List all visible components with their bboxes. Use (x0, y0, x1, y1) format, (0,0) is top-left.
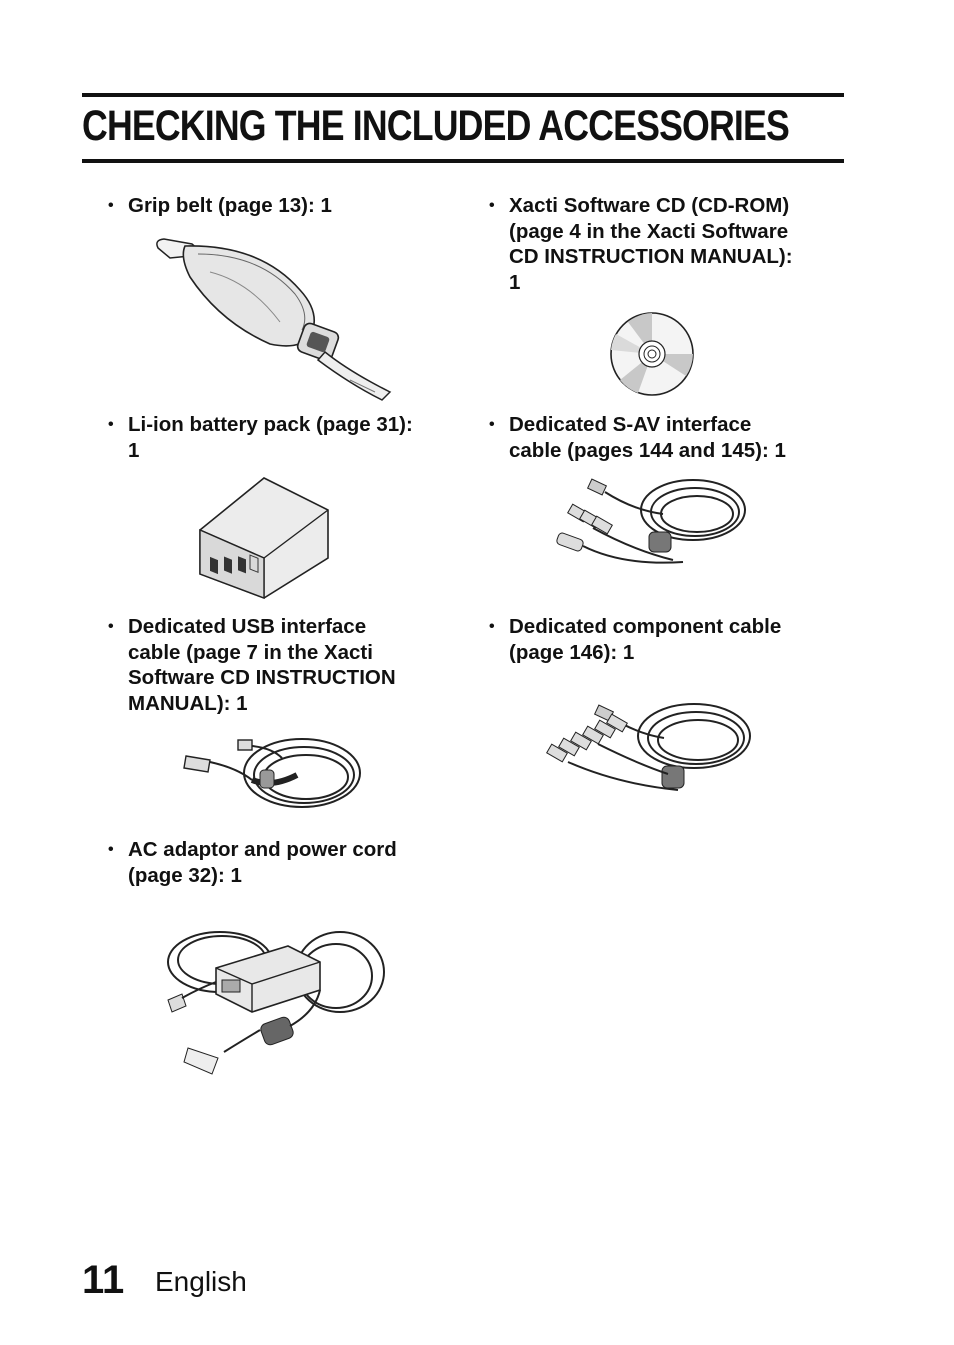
bullet: • (108, 197, 114, 214)
bullet: • (489, 416, 495, 433)
battery-pack-icon (188, 474, 336, 602)
accessory-grip-belt (108, 193, 458, 219)
accessory-s-av-cable (489, 412, 849, 463)
accessory-battery-pack (108, 412, 458, 463)
accessory-usb-cable (108, 614, 458, 716)
accessory-cd-rom (489, 193, 849, 295)
accessory-label: Xacti Software CD (CD-ROM) (page 4 in the Xacti Software CD INSTRUCTION MANUAL): 1 (509, 194, 793, 294)
accessory-label: Dedicated S-AV interface cable (pages 144 and 145): 1 (509, 413, 786, 462)
bullet: • (108, 618, 114, 635)
title-top-rule (82, 93, 844, 97)
accessory-label: AC adaptor and power cord (page 32): 1 (128, 838, 397, 887)
s-av-cable-icon (553, 470, 751, 574)
grip-belt-icon (150, 232, 400, 402)
accessory-label: Li-ion battery pack (page 31): 1 (128, 413, 413, 462)
accessory-component-cable (489, 614, 849, 665)
component-cable-icon (538, 694, 756, 800)
bullet: • (489, 618, 495, 635)
bullet: • (489, 197, 495, 214)
bullet: • (108, 416, 114, 433)
page-language: English (155, 1266, 247, 1297)
page-title: CHECKING THE INCLUDED ACCESSORIES (82, 102, 789, 150)
ac-adaptor-icon (160, 902, 392, 1080)
accessory-label: Dedicated component cable (page 146): 1 (509, 615, 782, 664)
usb-cable-icon (182, 728, 367, 823)
title-bottom-rule (82, 159, 844, 163)
accessory-ac-adaptor (108, 837, 458, 888)
page-number: 11 (82, 1258, 125, 1302)
accessory-label: Dedicated USB interface cable (page 7 in the Xacti Software CD INSTRUCTION MANUAL): 1 (128, 615, 396, 715)
cd-rom-icon (608, 310, 696, 398)
bullet: • (108, 841, 114, 858)
accessory-label: Grip belt (page 13): 1 (128, 194, 332, 217)
